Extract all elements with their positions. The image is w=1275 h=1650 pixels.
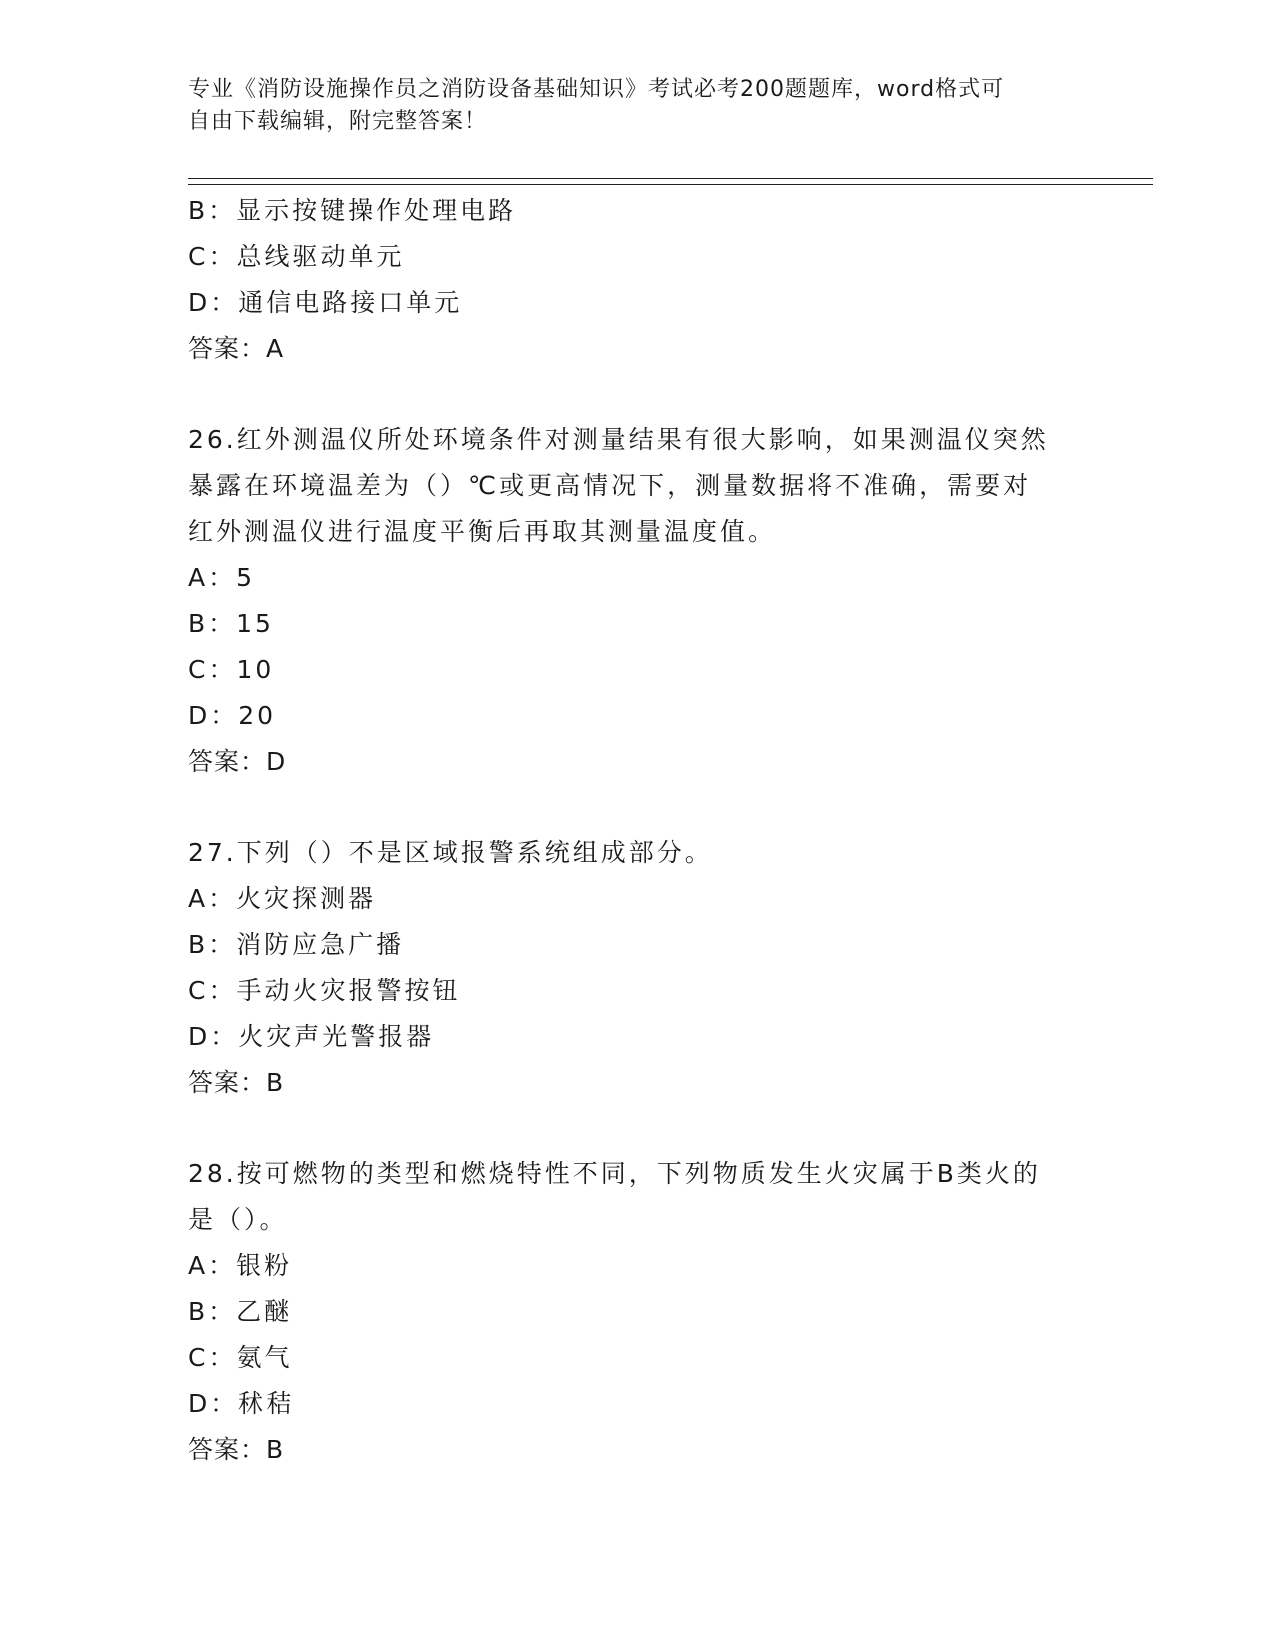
answer-line: 答案：B [188, 1068, 285, 1097]
stem-line: 红外测温仪进行温度平衡后再取其测量温度值。 [188, 517, 777, 546]
question-27 [188, 830, 1088, 1106]
option-b: B：15 [188, 609, 274, 638]
question-stem [188, 417, 1088, 555]
option-c: C：手动火灾报警按钮 [188, 976, 461, 1005]
option-b: B：显示按键操作处理电路 [188, 196, 517, 225]
answer-line: 答案：A [188, 334, 285, 363]
stem-line: 是（）。 [188, 1205, 288, 1234]
option-d: D：20 [188, 701, 277, 730]
question-stem [188, 1151, 1088, 1243]
document-header [188, 74, 1088, 138]
option-c: C：10 [188, 655, 275, 684]
stem-line: 27.下列（）不是区域报警系统组成部分。 [188, 838, 713, 867]
option-a: A：火灾探测器 [188, 884, 377, 913]
option-b: B：乙醚 [188, 1297, 293, 1326]
answer-line: 答案：D [188, 747, 287, 776]
stem-line: 28.按可燃物的类型和燃烧特性不同，下列物质发生火灾属于B类火的 [188, 1159, 1041, 1188]
answer-line: 答案：B [188, 1435, 285, 1464]
option-d: D：秫秸 [188, 1389, 295, 1418]
header-line-2: 自由下载编辑，附完整答案！ [188, 109, 488, 134]
option-a: A：银粉 [188, 1251, 293, 1280]
question-28 [188, 1151, 1088, 1473]
question-stem [188, 830, 1088, 876]
option-a: A：5 [188, 563, 256, 592]
question-25-continued [188, 188, 1088, 372]
question-26 [188, 417, 1088, 785]
question-list [188, 188, 1088, 1473]
option-d: D：火灾声光警报器 [188, 1022, 435, 1051]
header-line-1: 专业《消防设施操作员之消防设备基础知识》考试必考200题题库，word格式可 [188, 77, 1005, 102]
stem-line: 26.红外测温仪所处环境条件对测量结果有很大影响，如果测温仪突然 [188, 425, 1049, 454]
header-divider-top [188, 178, 1153, 179]
stem-line: 暴露在环境温差为（）℃或更高情况下，测量数据将不准确，需要对 [188, 471, 1032, 500]
option-c: C：氨气 [188, 1343, 293, 1372]
option-c: C：总线驱动单元 [188, 242, 405, 271]
option-d: D：通信电路接口单元 [188, 288, 463, 317]
header-divider-bottom [188, 184, 1153, 185]
option-b: B：消防应急广播 [188, 930, 405, 959]
